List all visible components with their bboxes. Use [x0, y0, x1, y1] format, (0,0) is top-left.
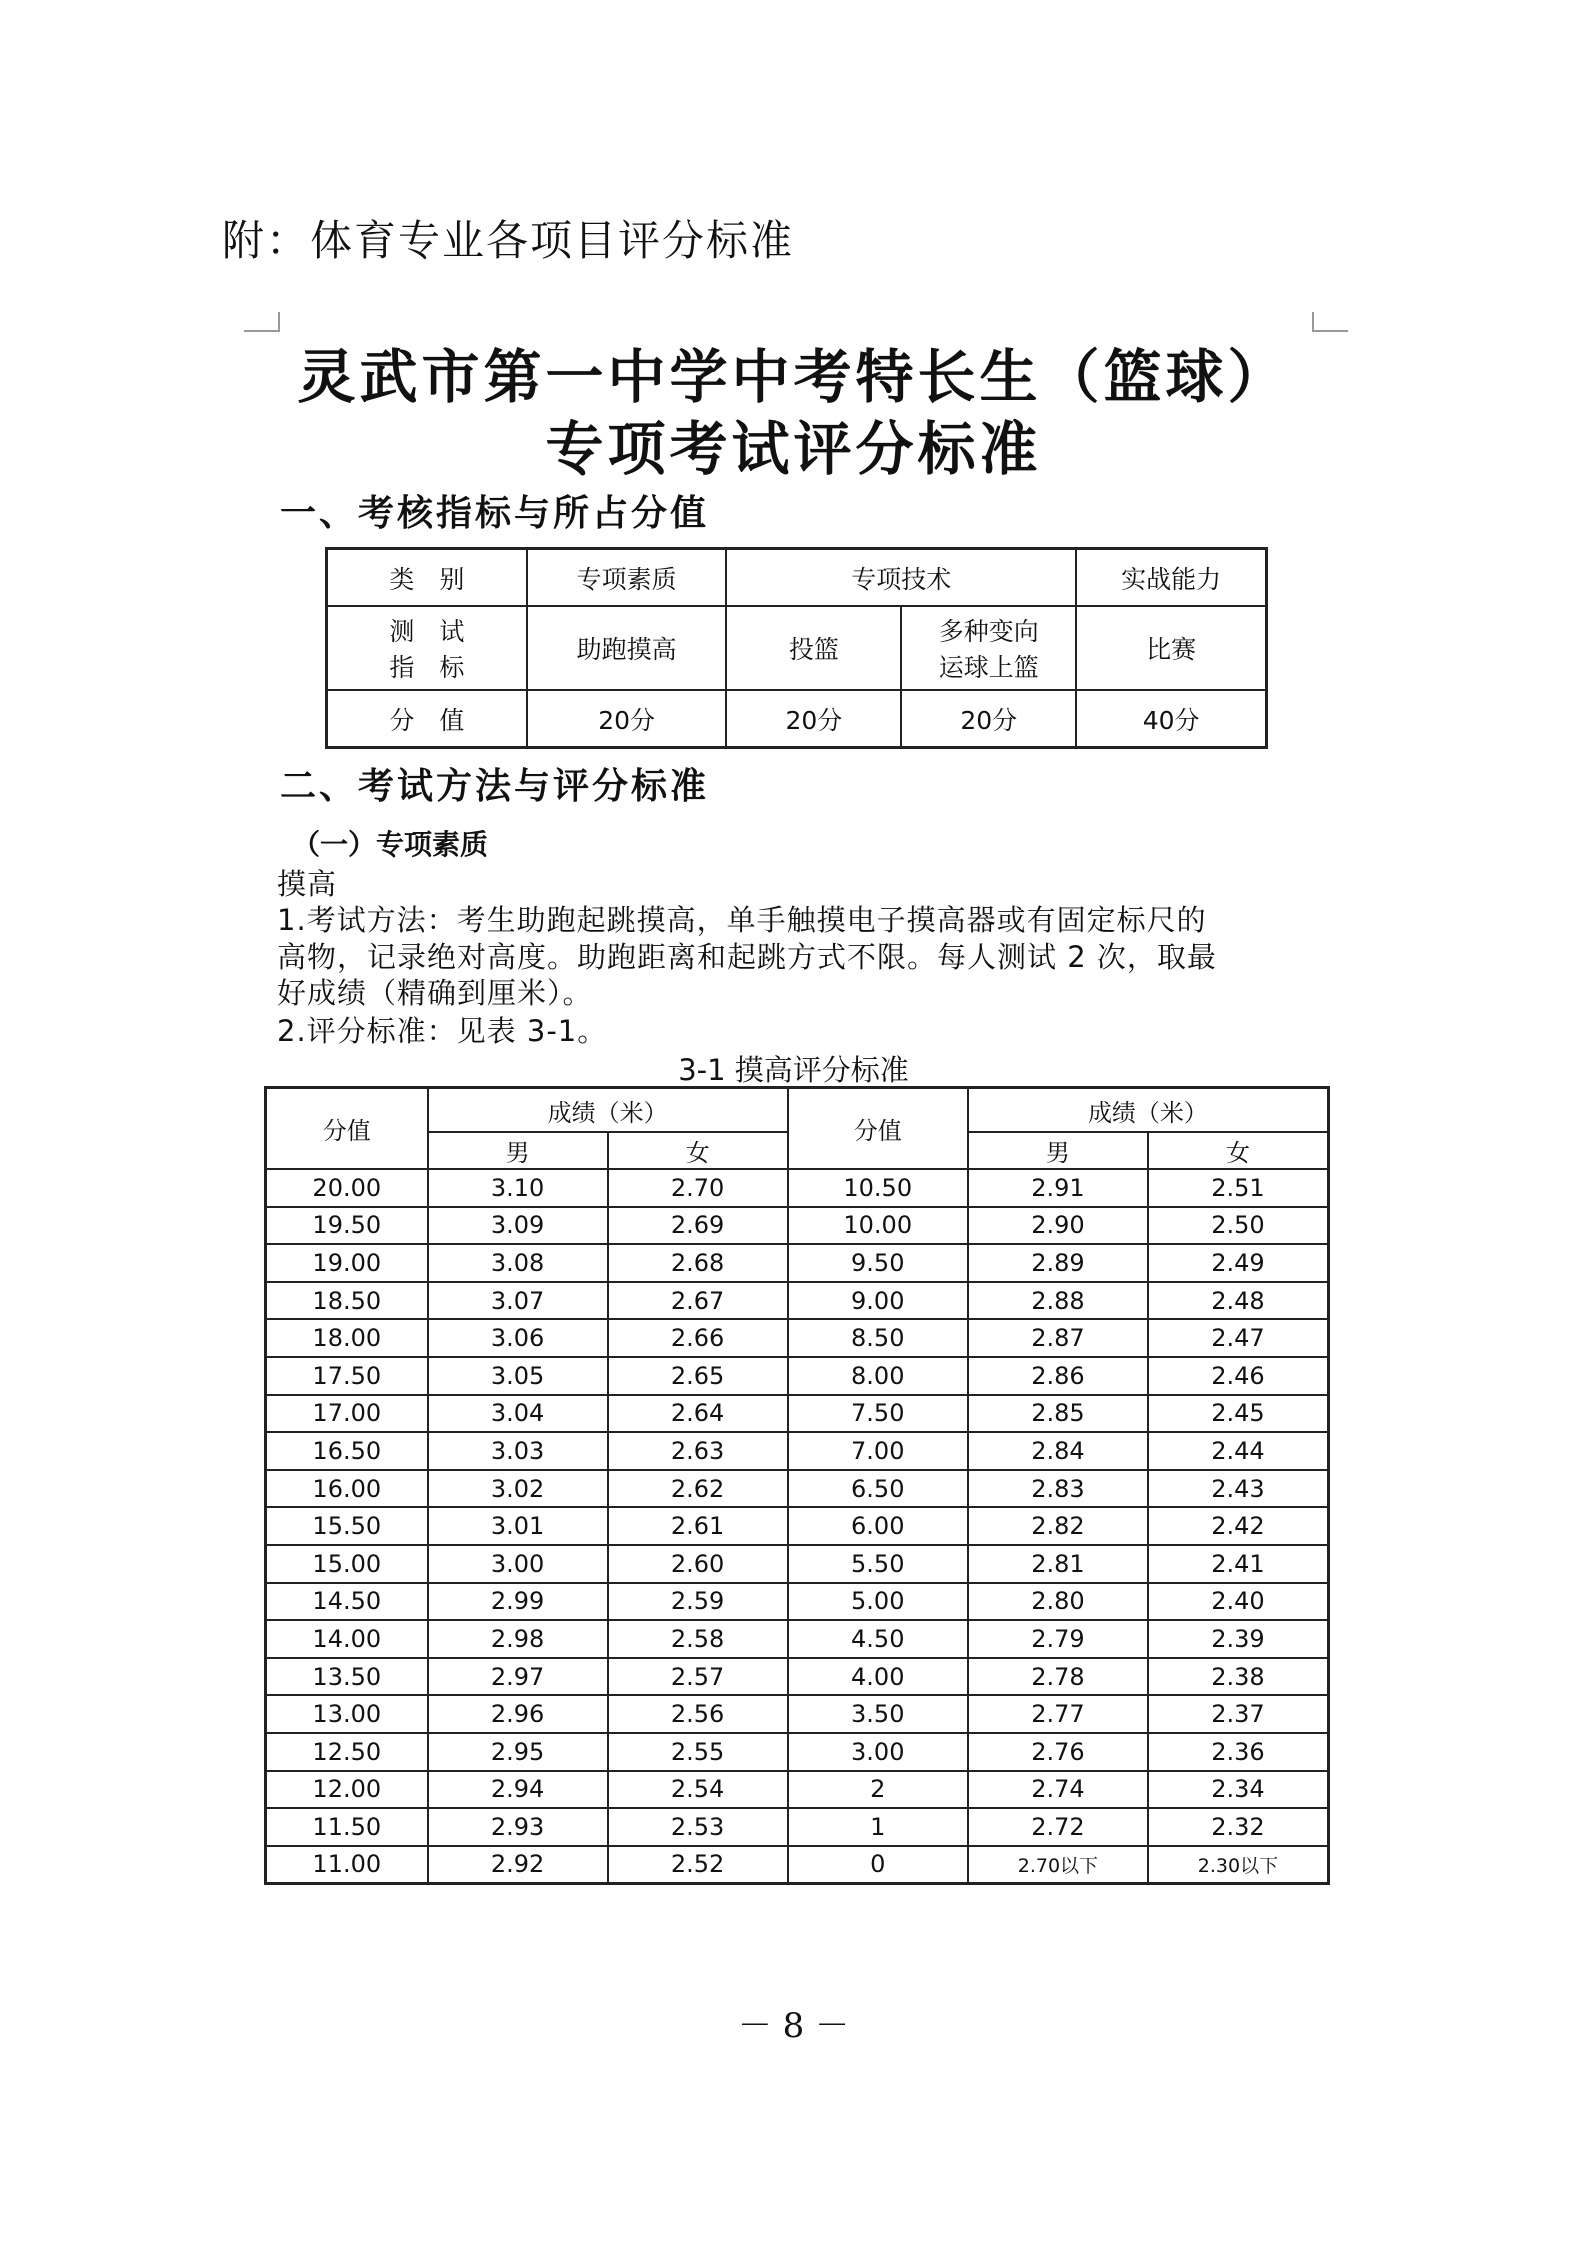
- method-line-1: 1.考试方法：考生助跑起跳摸高，单手触摸电子摸高器或有固定标尺的: [277, 903, 1207, 937]
- cell-male-left: 3.04: [428, 1395, 608, 1433]
- cell-score-left: 12.50: [266, 1733, 428, 1771]
- cell-female-right: 2.34: [1148, 1771, 1329, 1809]
- cell-male-right: 2.80: [968, 1583, 1148, 1621]
- cell-score-left: 19.50: [266, 1207, 428, 1245]
- cell-male-left: 2.99: [428, 1583, 608, 1621]
- head-male-left: 男: [428, 1132, 608, 1169]
- cell-female-right: 2.49: [1148, 1244, 1329, 1282]
- cell-male-left: 2.94: [428, 1771, 608, 1809]
- cell-male-left: 3.06: [428, 1319, 608, 1357]
- cell-male-left: 2.96: [428, 1695, 608, 1733]
- cell-female-left: 2.58: [608, 1620, 788, 1658]
- cell-combat: 实战能力: [1076, 549, 1266, 607]
- cell-male-left: 3.09: [428, 1207, 608, 1245]
- cell-male-right: 2.70以下: [968, 1846, 1148, 1884]
- table-row: [266, 1583, 1329, 1621]
- cell-female-right: 2.42: [1148, 1507, 1329, 1545]
- cell-male-right: 2.86: [968, 1357, 1148, 1395]
- cell-male-left: 2.97: [428, 1658, 608, 1696]
- cell-male-right: 2.83: [968, 1470, 1148, 1508]
- cell-female-left: 2.52: [608, 1846, 788, 1884]
- table-row: [266, 1319, 1329, 1357]
- cell-score-dribble: 20分: [901, 690, 1076, 748]
- cell-score-right: 8.00: [788, 1357, 968, 1395]
- cell-score-left: 16.50: [266, 1432, 428, 1470]
- cell-female-right: 2.37: [1148, 1695, 1329, 1733]
- cell-female-right: 2.39: [1148, 1620, 1329, 1658]
- cell-run-jump: 助跑摸高: [527, 606, 727, 690]
- indicator-label-b: 指 标: [389, 653, 465, 682]
- cell-score-left: 11.50: [266, 1808, 428, 1846]
- head-female-left: 女: [608, 1132, 788, 1169]
- table-row: [266, 1808, 1329, 1846]
- cell-male-left: 3.01: [428, 1507, 608, 1545]
- cell-score-left: 16.00: [266, 1470, 428, 1508]
- cell-female-left: 2.60: [608, 1545, 788, 1583]
- dribble-line-a: 多种变向: [938, 617, 1039, 646]
- head-result-left: 成绩（米）: [428, 1088, 788, 1133]
- crop-mark-left: [244, 312, 280, 332]
- cell-female-right: 2.32: [1148, 1808, 1329, 1846]
- dribble-line-b: 运球上篮: [938, 653, 1039, 682]
- cell-male-right: 2.90: [968, 1207, 1148, 1245]
- cell-score-left: 12.00: [266, 1771, 428, 1809]
- cell-female-right: 2.38: [1148, 1658, 1329, 1696]
- table-row: [266, 1846, 1329, 1884]
- cell-male-right: 2.76: [968, 1733, 1148, 1771]
- cell-male-right: 2.88: [968, 1282, 1148, 1320]
- table-row: [266, 1169, 1329, 1207]
- cell-female-right: 2.51: [1148, 1169, 1329, 1207]
- table-row: [266, 1244, 1329, 1282]
- cell-male-left: 2.92: [428, 1846, 608, 1884]
- cell-female-right: 2.30以下: [1148, 1846, 1329, 1884]
- cell-female-left: 2.57: [608, 1658, 788, 1696]
- cell-male-left: 3.02: [428, 1470, 608, 1508]
- cell-score-left: 17.00: [266, 1395, 428, 1433]
- cell-male-right: 2.85: [968, 1395, 1148, 1433]
- cell-score-left: 20.00: [266, 1169, 428, 1207]
- cell-score-left: 11.00: [266, 1846, 428, 1884]
- table-row: [266, 1507, 1329, 1545]
- cell-score-right: 0: [788, 1846, 968, 1884]
- cell-female-left: 2.67: [608, 1282, 788, 1320]
- cell-female-right: 2.46: [1148, 1357, 1329, 1395]
- head-female-right: 女: [1148, 1132, 1329, 1169]
- cell-score-right: 8.50: [788, 1319, 968, 1357]
- cell-score-quality: 20分: [527, 690, 727, 748]
- cell-male-right: 2.87: [968, 1319, 1148, 1357]
- cell-male-right: 2.84: [968, 1432, 1148, 1470]
- cell-technique: 专项技术: [726, 549, 1076, 607]
- cell-female-right: 2.44: [1148, 1432, 1329, 1470]
- cell-male-left: 3.03: [428, 1432, 608, 1470]
- head-score-left: 分值: [266, 1088, 428, 1170]
- jump-reach-score-table: [264, 1086, 1330, 1885]
- cell-score-right: 3.00: [788, 1733, 968, 1771]
- cell-score-left: 15.00: [266, 1545, 428, 1583]
- cell-score-left: 18.50: [266, 1282, 428, 1320]
- cell-male-right: 2.74: [968, 1771, 1148, 1809]
- cell-score-left: 17.50: [266, 1357, 428, 1395]
- item-name: 摸高: [277, 867, 338, 901]
- cell-score-right: 7.50: [788, 1395, 968, 1433]
- cell-quality: 专项素质: [527, 549, 727, 607]
- cell-female-right: 2.43: [1148, 1470, 1329, 1508]
- table-row: [266, 1282, 1329, 1320]
- cell-score-left: 13.00: [266, 1695, 428, 1733]
- cell-male-right: 2.72: [968, 1808, 1148, 1846]
- table-row: [266, 1658, 1329, 1696]
- document-title-line2: 专项考试评分标准: [545, 415, 1042, 483]
- table-row: [266, 1733, 1329, 1771]
- cell-female-left: 2.61: [608, 1507, 788, 1545]
- cell-female-right: 2.36: [1148, 1733, 1329, 1771]
- cell-male-right: 2.77: [968, 1695, 1148, 1733]
- cell-female-right: 2.41: [1148, 1545, 1329, 1583]
- cell-score-shooting: 20分: [726, 690, 901, 748]
- cell-score-right: 7.00: [788, 1432, 968, 1470]
- cell-score-left: 19.00: [266, 1244, 428, 1282]
- cell-indicator-label: [327, 606, 527, 690]
- cell-male-right: 2.81: [968, 1545, 1148, 1583]
- cell-male-left: 3.07: [428, 1282, 608, 1320]
- table-row: [266, 1207, 1329, 1245]
- cell-male-left: 2.93: [428, 1808, 608, 1846]
- cell-shooting: 投篮: [726, 606, 901, 690]
- cell-score-right: 9.50: [788, 1244, 968, 1282]
- cell-score-right: 5.00: [788, 1583, 968, 1621]
- cell-score-label: 分 值: [327, 690, 527, 748]
- cell-score-right: 1: [788, 1808, 968, 1846]
- section-heading-2: 二、考试方法与评分标准: [280, 765, 710, 807]
- cell-match: 比赛: [1076, 606, 1266, 690]
- page-number: － 8 －: [737, 2006, 850, 2046]
- cell-score-right: 2: [788, 1771, 968, 1809]
- cell-female-right: 2.50: [1148, 1207, 1329, 1245]
- cell-score-left: 15.50: [266, 1507, 428, 1545]
- cell-female-left: 2.59: [608, 1583, 788, 1621]
- cell-female-right: 2.45: [1148, 1395, 1329, 1433]
- cell-male-right: 2.79: [968, 1620, 1148, 1658]
- table-row: [266, 1432, 1329, 1470]
- cell-category-label: 类 别: [327, 549, 527, 607]
- subsection-heading: （一）专项素质: [292, 828, 489, 861]
- cell-male-right: 2.89: [968, 1244, 1148, 1282]
- table-caption: 3-1 摸高评分标准: [678, 1053, 909, 1087]
- cell-female-left: 2.55: [608, 1733, 788, 1771]
- cell-score-right: 10.50: [788, 1169, 968, 1207]
- cell-score-right: 4.00: [788, 1658, 968, 1696]
- cell-female-right: 2.47: [1148, 1319, 1329, 1357]
- table-row: [266, 1695, 1329, 1733]
- section-heading-1: 一、考核指标与所占分值: [280, 492, 710, 534]
- cell-male-left: 2.98: [428, 1620, 608, 1658]
- cell-male-left: 3.08: [428, 1244, 608, 1282]
- document-title-line1: 灵武市第一中学中考特长生（篮球）: [297, 343, 1290, 411]
- cell-score-match: 40分: [1076, 690, 1266, 748]
- head-score-right: 分值: [788, 1088, 968, 1170]
- cell-female-left: 2.65: [608, 1357, 788, 1395]
- indicator-label-a: 测 试: [389, 617, 465, 646]
- crop-mark-right: [1312, 312, 1348, 332]
- cell-score-right: 10.00: [788, 1207, 968, 1245]
- table-row: [266, 1395, 1329, 1433]
- cell-female-left: 2.53: [608, 1808, 788, 1846]
- cell-male-right: 2.91: [968, 1169, 1148, 1207]
- cell-score-left: 14.00: [266, 1620, 428, 1658]
- table-row: [266, 1771, 1329, 1809]
- table-row: [266, 1470, 1329, 1508]
- method-line-4: 2.评分标准：见表 3-1。: [277, 1014, 608, 1048]
- cell-male-left: 3.05: [428, 1357, 608, 1395]
- cell-male-left: 2.95: [428, 1733, 608, 1771]
- head-result-right: 成绩（米）: [968, 1088, 1329, 1133]
- head-male-right: 男: [968, 1132, 1148, 1169]
- indicator-table: [325, 547, 1268, 749]
- cell-dribble-layup: [901, 606, 1076, 690]
- cell-female-left: 2.70: [608, 1169, 788, 1207]
- cell-score-right: 9.00: [788, 1282, 968, 1320]
- cell-female-right: 2.48: [1148, 1282, 1329, 1320]
- cell-female-left: 2.64: [608, 1395, 788, 1433]
- cell-male-right: 2.78: [968, 1658, 1148, 1696]
- cell-score-left: 13.50: [266, 1658, 428, 1696]
- cell-score-right: 6.00: [788, 1507, 968, 1545]
- cell-female-left: 2.62: [608, 1470, 788, 1508]
- cell-score-right: 4.50: [788, 1620, 968, 1658]
- cell-score-left: 14.50: [266, 1583, 428, 1621]
- cell-male-left: 3.10: [428, 1169, 608, 1207]
- cell-score-left: 18.00: [266, 1319, 428, 1357]
- table-row: [266, 1620, 1329, 1658]
- cell-score-right: 3.50: [788, 1695, 968, 1733]
- cell-female-left: 2.63: [608, 1432, 788, 1470]
- cell-score-right: 6.50: [788, 1470, 968, 1508]
- cell-male-right: 2.82: [968, 1507, 1148, 1545]
- cell-female-left: 2.56: [608, 1695, 788, 1733]
- method-line-3: 好成绩（精确到厘米）。: [277, 976, 593, 1010]
- cell-male-left: 3.00: [428, 1545, 608, 1583]
- table-row: [266, 1545, 1329, 1583]
- table-row: [266, 1357, 1329, 1395]
- cell-score-right: 5.50: [788, 1545, 968, 1583]
- attachment-heading: 附：体育专业各项目评分标准: [222, 216, 795, 265]
- cell-female-left: 2.68: [608, 1244, 788, 1282]
- cell-female-left: 2.54: [608, 1771, 788, 1809]
- cell-female-left: 2.66: [608, 1319, 788, 1357]
- cell-female-left: 2.69: [608, 1207, 788, 1245]
- method-line-2: 高物，记录绝对高度。助跑距离和起跳方式不限。每人测试 2 次，取最: [277, 940, 1217, 974]
- cell-female-right: 2.40: [1148, 1583, 1329, 1621]
- score-table-body: [266, 1169, 1329, 1884]
